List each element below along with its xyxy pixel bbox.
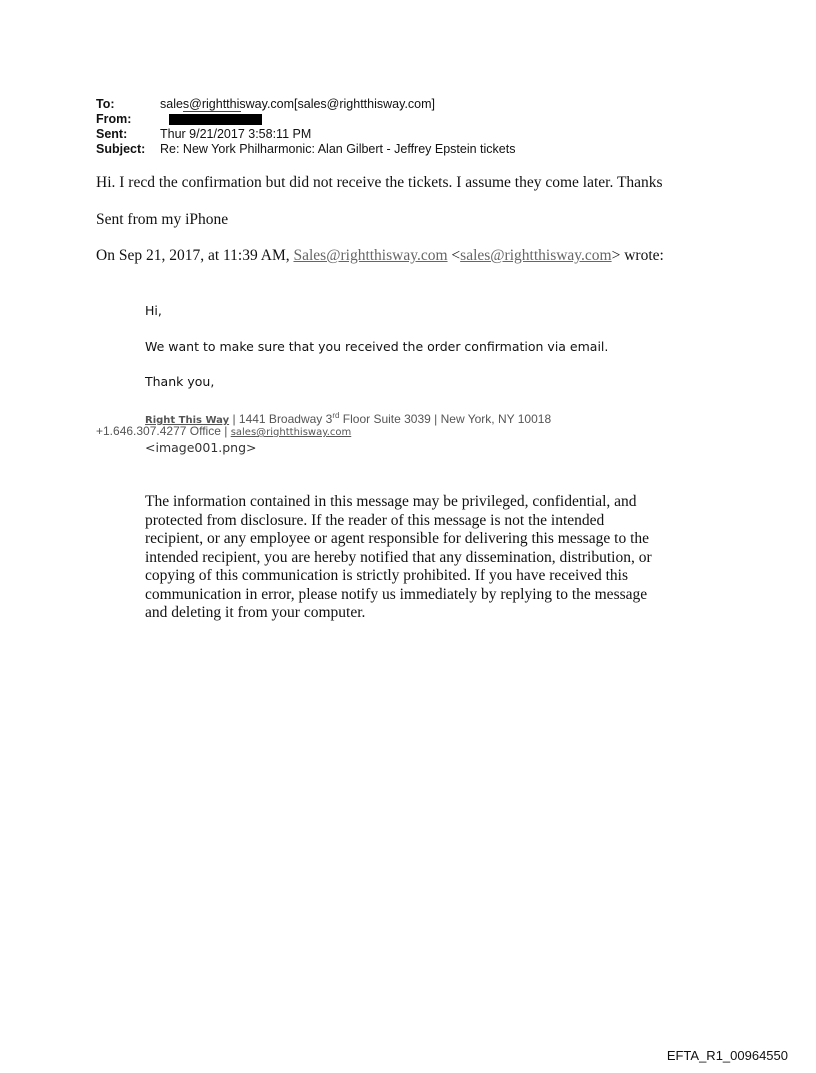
quoted-body: We want to make sure that you received the order confirmation via email. [145, 339, 609, 354]
disclaimer-line: and deleting it from your computer. [145, 604, 366, 621]
attachment-placeholder: <image001.png> [145, 440, 257, 455]
quote-lt: < [451, 247, 461, 264]
subject-row [96, 142, 515, 157]
to-value: sales@rightthisway.com[sales@rightthisway.com] [160, 97, 435, 111]
sig-phone: +1.646.307.4277 Office | [96, 424, 228, 438]
document-id: EFTA_R1_00964550 [666, 1048, 788, 1063]
from-row [96, 112, 515, 127]
quote-attribution [96, 247, 664, 265]
sent-value: Thur 9/21/2017 3:58:11 PM [160, 127, 312, 141]
quoted-greeting: Hi, [145, 303, 162, 318]
disclaimer-line: recipient, or any employee or agent responsible for delivering this message to the [145, 530, 650, 547]
sig-address-pre: | 1441 Broadway 3 [232, 412, 333, 426]
disclaimer-line: intended recipient, you are hereby notified that any dissemination, distribution, or [145, 548, 652, 566]
subject-label: Subject: [96, 142, 146, 156]
disclaimer-line: The information contained in this message may be privileged, confidential, and [145, 493, 637, 510]
brand-link[interactable]: Right This Way [145, 415, 230, 426]
disclaimer-line: protected from disclosure. If the reader of this message is not the intended [145, 511, 605, 529]
sent-label: Sent: [96, 127, 128, 141]
sender-email-link[interactable]: Sales@rightthisway.com [293, 247, 448, 264]
message-body: Hi. I recd the confirmation but did not receive the tickets. I assume they come later. Thanks [96, 174, 663, 191]
message-signature: Sent from my iPhone [96, 211, 229, 228]
confidentiality-disclaimer [145, 493, 675, 623]
signature-line-2 [96, 424, 351, 440]
from-label: From: [96, 112, 132, 126]
subject-value: Re: New York Philharmonic: Alan Gilbert - Jeffrey Epstein tickets [160, 142, 516, 156]
sender-email-link-2[interactable]: sales@rightthisway.com [460, 247, 612, 264]
sig-email-link[interactable]: sales@rightthisway.com [230, 427, 352, 438]
sig-address-post: Floor Suite 3039 | New York, NY 10018 [339, 412, 552, 426]
email-header [96, 97, 515, 157]
disclaimer-line: communication in error, please notify us immediately by replying to the message [145, 585, 648, 603]
redaction-fragment [183, 111, 241, 116]
sig-address-sup: rd [332, 411, 340, 420]
sent-row [96, 127, 515, 142]
quote-suffix: > wrote: [611, 247, 664, 264]
to-label: To: [96, 97, 115, 111]
quoted-closing: Thank you, [145, 374, 215, 389]
disclaimer-line: copying of this communication is strictly prohibited. If you have received this [145, 567, 628, 584]
redaction-bar [169, 114, 262, 125]
to-row [96, 97, 515, 112]
quote-prefix: On Sep 21, 2017, at 11:39 AM, [96, 247, 290, 264]
